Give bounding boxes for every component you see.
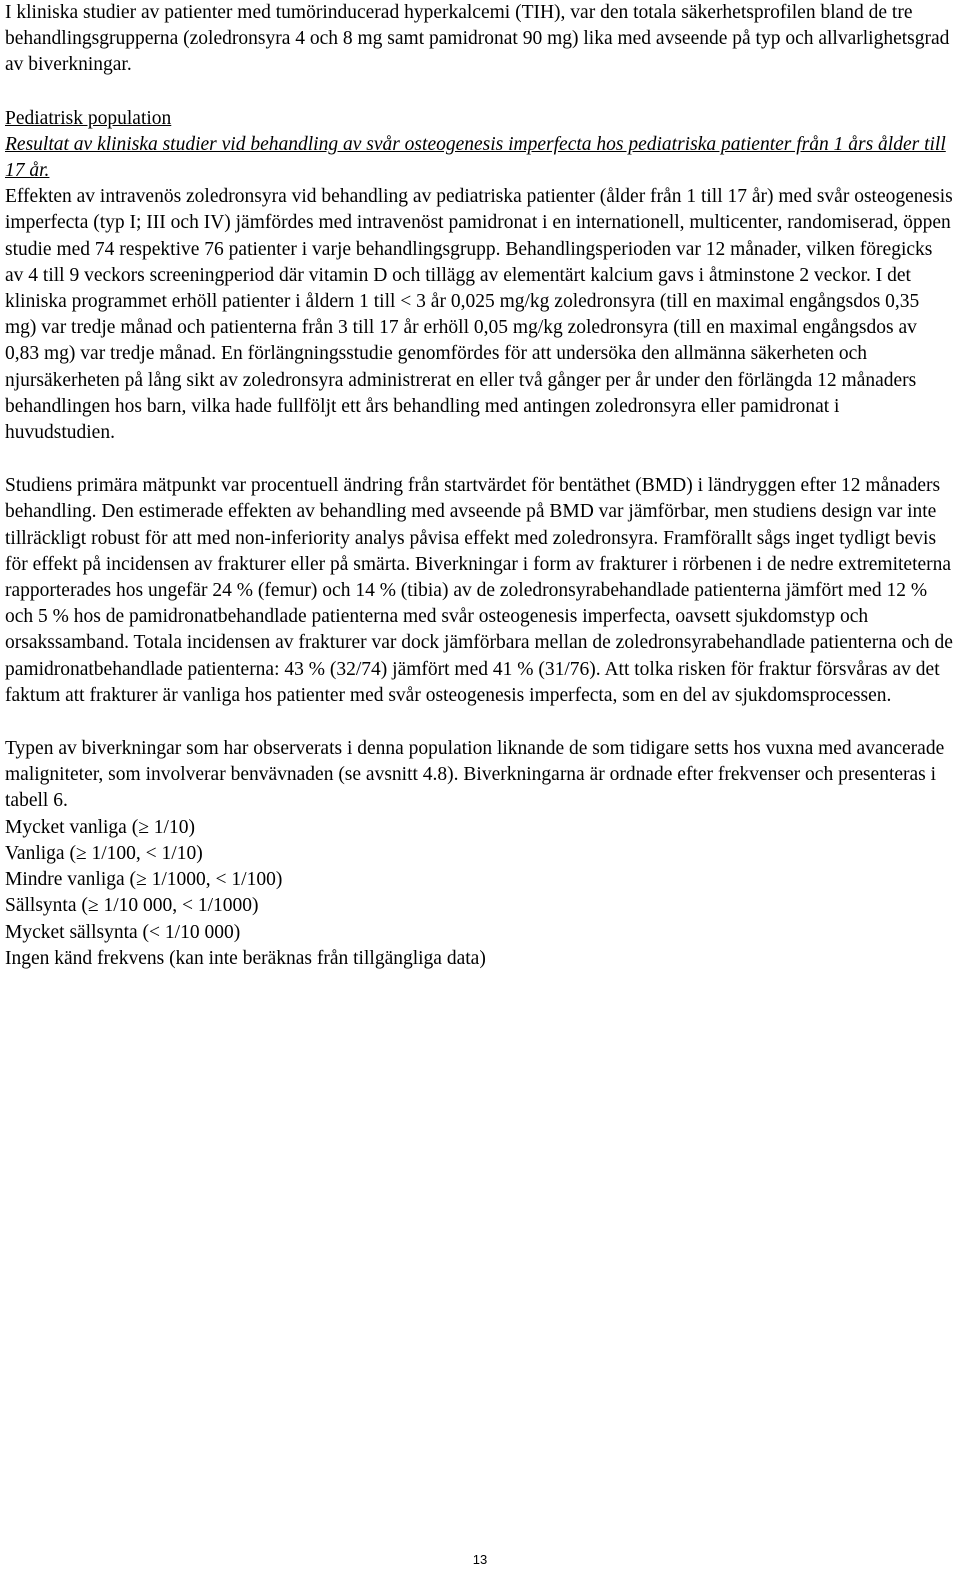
frequency-item: Mycket sällsynta (< 1/10 000) — [5, 921, 241, 943]
section-heading: Pediatrisk population — [5, 107, 172, 129]
page-number: 13 — [472, 1552, 488, 1567]
frequency-item: Ingen känd frekvens (kan inte beräknas från tillgängliga data) — [5, 947, 486, 969]
frequency-item: Sällsynta (≥ 1/10 000, < 1/1000) — [5, 895, 259, 917]
frequency-item: Vanliga (≥ 1/100, < 1/10) — [5, 842, 203, 864]
spacer — [5, 709, 953, 736]
frequency-list — [5, 815, 953, 972]
frequency-item: Mindre vanliga (≥ 1/1000, < 1/100) — [5, 869, 283, 891]
spacer — [5, 446, 953, 473]
body-paragraph-2: Studiens primära mätpunkt var procentuell ändring från startvärdet för bentäthet (BMD) i ländryggen efter 12 månaders behandling. Den estimerade effekten av behandling med avseende på BMD var jämförbar, men studiens design var inte tillräckligt robust för att med non-inferiority analys påvisa effekt med zoledronsyra. Framförallt sågs inget tydligt bevis för effekt på incidensen av frakturer eller på smärta. Biverkningar i form av frakturer i rörbenen i de nedre extremiteterna rapporterades hos ungefär 24 % (femur) och 14 % (tibia) av de zoledronsyrabehandlade patienterna jämfört med 12 % och 5 % hos de pamidronatbehandlade patienterna med svår osteogenesis imperfecta, oavsett sjukdomstyp och orsakssamband. Totala incidensen av frakturer var dock jämförbara mellan de zoledronsyrabehandlade patienterna och de pamidronatbehandlade patienterna: 43 % (32/74) jämfört med 41 % (31/76). Att tolka risken för fraktur försvåras av det faktum att frakturer är vanliga hos patienter med svår osteogenesis imperfecta, som en del av sjukdomsprocessen. — [5, 475, 953, 706]
body-paragraph-3: Typen av biverkningar som har observerats i denna population liknande de som tidigare setts hos vuxna med avancerade maligniteter, som involverar benvävnaden (se avsnitt 4.8). Biverkningarna är ordnade efter frekvenser och presenteras i tabell 6. — [5, 738, 945, 812]
intro-paragraph: I kliniska studier av patienter med tumörinducerad hyperkalcemi (TIH), var den totala säkerhetsprofilen bland de tre behandlingsgrupperna (zoledronsyra 4 och 8 mg samt pamidronat 90 mg) lika med avseende på typ och allvarlighetsgrad av biverkningar. — [5, 2, 950, 76]
document-page — [5, 0, 953, 972]
spacer — [5, 79, 953, 106]
subheading: Resultat av kliniska studier vid behandling av svår osteogenesis imperfecta hos pediatriska patienter från 1 års ålder till 17 år. — [5, 133, 946, 182]
body-paragraph-1: Effekten av intravenös zoledronsyra vid behandling av pediatriska patienter (ålder från 1 till 17 år) med svår osteogenesis imperfecta (typ I; III och IV) jämfördes med intravenöst pamidronat i en internationell, multicenter, randomiserad, öppen studie med 74 respektive 76 patienter i varje behandlingsgrupp. Behandlingsperioden var 12 månader, vilken föregicks av 4 till 9 veckors screeningperiod där vitamin D och tillägg av elementärt kalcium gavs i åtminstone 2 veckor. I det kliniska programmet erhöll patienter i åldern 1 till < 3 år 0,025 mg/kg zoledronsyra (till en maximal engångsdos 0,35 mg) var tredje månad och patienterna från 3 till 17 år erhöll 0,05 mg/kg zoledronsyra (till en maximal engångsdos av 0,83 mg) var tredje månad. En förlängningsstudie genomfördes för att undersöka den allmänna säkerheten och njursäkerheten på lång sikt av zoledronsyra administrerat en eller två gånger per år under den förlängda 12 månaders behandlingen hos barn, vilka hade fullföljt ett års behandling med antingen zoledronsyra eller pamidronat i huvudstudien. — [5, 186, 953, 444]
frequency-item: Mycket vanliga (≥ 1/10) — [5, 816, 195, 838]
